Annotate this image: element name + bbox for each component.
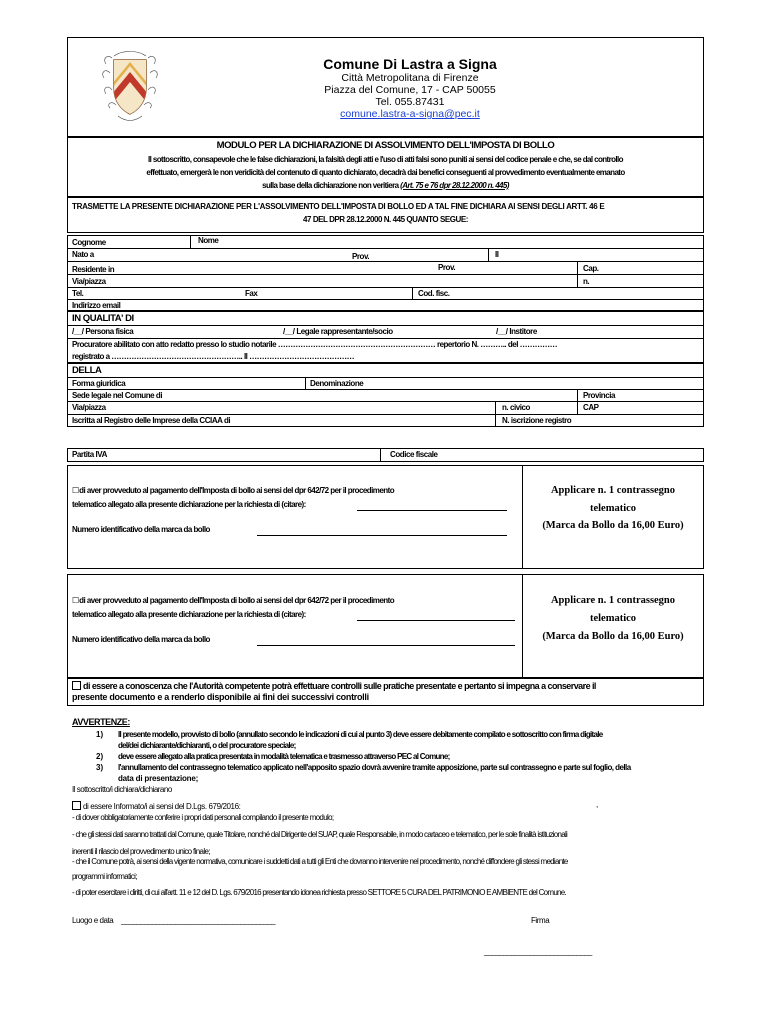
form-title: MODULO PER LA DICHIARAZIONE DI ASSOLVIMENTO DELL'IMPOSTA DI BOLLO [216,140,555,151]
bollo-2-marca: (Marca da Bollo da 16,00 Euro) [542,631,684,642]
intro-line-2: effettuato, emergerà le non veridicità del contenuto di quanto dichiarato, decadrà dai benefici conseguenti al provvedimento eventualmente emanato [146,168,625,177]
conoscenza-text: di essere a conoscenza che l'Autorità competente potrà effettuare controlli sulle pratiche presentate e pertanto si impegna a conservare il [83,681,596,691]
coat-of-arms-logo [100,48,160,122]
privacy-informato-line [72,801,240,811]
avvertenze-item-3-line-1: l'annullamento del contrassegno telematico applicato nell'apposito spazio dovrà avvenire tramite apposizione, parte sul contrassegno e parte sul foglio, della [118,763,631,772]
avvertenze-item-1-line-2: del/dei dichiarante/dichiaranti, o del procuratore speciale; [118,741,296,750]
bollo-1-telematico: telematico [589,503,637,514]
avvertenze-num-2: 2) [96,752,104,761]
label-prov-residenza: Prov. [438,263,456,272]
intro-line-3-text: sulla base della dichiarazione non veritiera [262,181,401,190]
label-n-iscrizione: N. iscrizione registro [502,416,572,425]
label-forma-giuridica: Forma giuridica [72,379,126,388]
bollo-1-checkbox[interactable]: ☐ [72,486,80,495]
conoscenza-line-2: presente documento e a renderlo disponibile ai fini dei successivi controlli [72,692,369,702]
avvertenze-item-3-line-2: data di presentazione; [118,774,199,783]
qualita-institore[interactable]: /__/ Institore [496,327,537,336]
privacy-comma: , [596,800,599,809]
bollo-2-numero-label: Numero identificativo della marca da bollo [72,635,210,644]
transmit-line-1: TRASMETTE LA PRESENTE DICHIARAZIONE PER L'ASSOLVIMENTO DELL'IMPOSTA DI BOLLO ED A TAL FINE DICHIARA AI SENSI DEGLI ARTT. 46 E [72,202,605,211]
label-cap: Cap. [583,264,599,273]
label-residente: Residente in [72,265,115,274]
label-denominazione: Denominazione [310,379,364,388]
privacy-point-4: - di poter esercitare i diritti, di cui all'artt. 11 e 12 del D. Lgs. 679/2016 presentando idonea richiesta presso SETTORE 5 CURA DEL PATRIMONIO E AMBIENTE del Comune. [72,888,567,897]
label-tel: Tel. [72,289,84,298]
bollo-1-marca: (Marca da Bollo da 16,00 Euro) [542,520,684,531]
label-codice-fiscale: Codice fiscale [390,450,438,459]
label-via-piazza-sede: Via/piazza [72,403,106,412]
della-heading: DELLA [72,365,102,376]
label-nato-a: Nato a [72,250,94,259]
qualita-persona-fisica[interactable]: /__/ Persona fisica [72,327,134,336]
bollo-2-richiesta-field[interactable] [357,620,515,621]
label-prov-nascita: Prov. [352,252,370,261]
firma-field[interactable]: ____________________________ [484,947,592,956]
label-cap-sede: CAP [583,403,599,412]
pec-email-link[interactable]: comune.lastra-a-signa@pec.it [340,108,480,120]
privacy-informato-text: di essere Informato/i ai sensi del D.Lgs. 679/2016: [83,802,241,811]
privacy-sottoscritto: Il sottoscritto/i dichiara/dichiarano [72,785,172,794]
header-line-metropolitana: Città Metropolitana di Firenze [341,72,479,84]
label-cognome: Cognome [72,238,106,247]
bollo-2-box [67,574,704,678]
header-line-tel: Tel. 055.87431 [375,96,445,108]
luogo-data-field[interactable]: ________________________________________ [121,916,275,925]
conoscenza-checkbox[interactable] [72,681,81,690]
intro-line-3-ref: (Art. 75 e 76 dpr 28.12.2000 n. 445) [400,181,509,190]
label-provincia: Provincia [583,391,615,400]
luogo-data-label: Luogo e data [72,916,114,925]
privacy-point-3: - che il Comune potrà, ai sensi della vigente normativa, comunicare i suddetti dati a tutti gli Enti che dovranno intervenire nel procedimento, nonché diffondere gli stessi mediante [72,857,568,866]
bollo-2-numero-field[interactable] [257,645,515,646]
avvertenze-num-1: 1) [96,730,104,739]
avvertenze-heading: AVVERTENZE: [72,717,130,727]
bollo-2-decl-line-2: telematico allegato alla presente dichiarazione per la richiesta di (citare): [72,610,306,619]
bollo-1-richiesta-field[interactable] [357,510,507,511]
label-n: n. [583,277,590,286]
firma-label: Firma [531,916,550,925]
bollo-1-applicare: Applicare n. 1 contrassegno [550,485,676,496]
qualita-heading: IN QUALITA' DI [72,313,134,324]
privacy-point-1: - di dover obbligatoriamente conferire i propri dati personali compilando il presente modulo; [72,813,334,822]
bollo-1-box [67,465,704,569]
avvertenze-num-3: 3) [96,763,104,772]
intro-line-1: Il sottoscritto, consapevole che le false dichiarazioni, la falsità degli atti e l'uso di atti falsi sono puniti ai sensi del codice penale e che, se dal controllo [148,155,623,164]
piva-box [67,448,704,462]
procuratore-line-2: registrato a …………………………………………….. Il …………………………………… [72,352,355,361]
bollo-1-decl-line-2: telematico allegato alla presente dichiarazione per la richiesta di (citare): [72,500,306,509]
label-cciaa: Iscritta al Registro delle Imprese della CCIAA di [72,416,231,425]
avvertenze-item-1-line-1: Il presente modello, provvisto di bollo (annullato secondo le indicazioni di cui al punto 3) deve essere debitamente compilato e sottoscritto con firma digitale [118,730,603,739]
label-via-piazza: Via/piazza [72,277,106,286]
bollo-1-numero-label: Numero identificativo della marca da bollo [72,525,210,534]
label-sede-legale: Sede legale nel Comune di [72,391,163,400]
bollo-2-checkbox[interactable]: ☐ [72,596,80,605]
bollo-2-decl-line-1 [72,597,394,605]
label-email: Indirizzo email [72,301,121,310]
procuratore-line-1: Procuratore abilitato con atto redatto presso lo studio notarile ……………………………………………………… repertorio N. ……….. del …………… [72,340,558,349]
privacy-point-2b: inerenti il rilascio del provvedimento unico finale; [72,847,210,856]
bollo-1-decl-text: di aver provveduto al pagamento dell'Imposta di bollo ai sensi del dpr 642/72 per il procedimento [79,486,395,495]
bollo-2-applicare: Applicare n. 1 contrassegno [550,595,676,606]
privacy-point-3b: programmi informatici; [72,872,137,881]
transmit-line-2: 47 DEL DPR 28.12.2000 N. 445 QUANTO SEGUE: [303,215,468,224]
header-line-address: Piazza del Comune, 17 - CAP 50055 [324,84,496,96]
label-nome: Nome [198,236,219,245]
bollo-1-numero-field[interactable] [257,535,507,536]
label-cod-fisc: Cod. fisc. [418,289,450,298]
header-email-wrap [260,109,560,120]
label-il: Il [495,250,499,259]
avvertenze-item-2: deve essere allegato alla pratica presentata in modalità telematica e trasmesso attraverso PEC al Comune; [118,752,450,761]
bollo-2-decl-text: di aver provveduto al pagamento dell'Imposta di bollo ai sensi del dpr 642/72 per il procedimento [79,596,395,605]
label-fax: Fax [245,289,258,298]
conoscenza-line-1 [72,681,596,691]
label-n-civico: n. civico [502,403,530,412]
privacy-point-2: - che gli stessi dati saranno trattati dal Comune, quale Titolare, nonché dal Dirigente del SUAP, quale Responsabile, in modo cartaceo e telematico, per le sole finalità istituzionali [72,830,568,839]
bollo-2-telematico: telematico [589,613,637,624]
intro-line-3 [67,182,704,190]
privacy-informato-checkbox[interactable] [72,801,81,810]
label-partita-iva: Partita IVA [72,450,107,459]
bollo-1-decl-line-1 [72,487,394,495]
qualita-legale-rappresentante[interactable]: /__/ Legale rappresentante/socio [283,327,393,336]
comune-title: Comune Di Lastra a Signa [323,56,497,72]
